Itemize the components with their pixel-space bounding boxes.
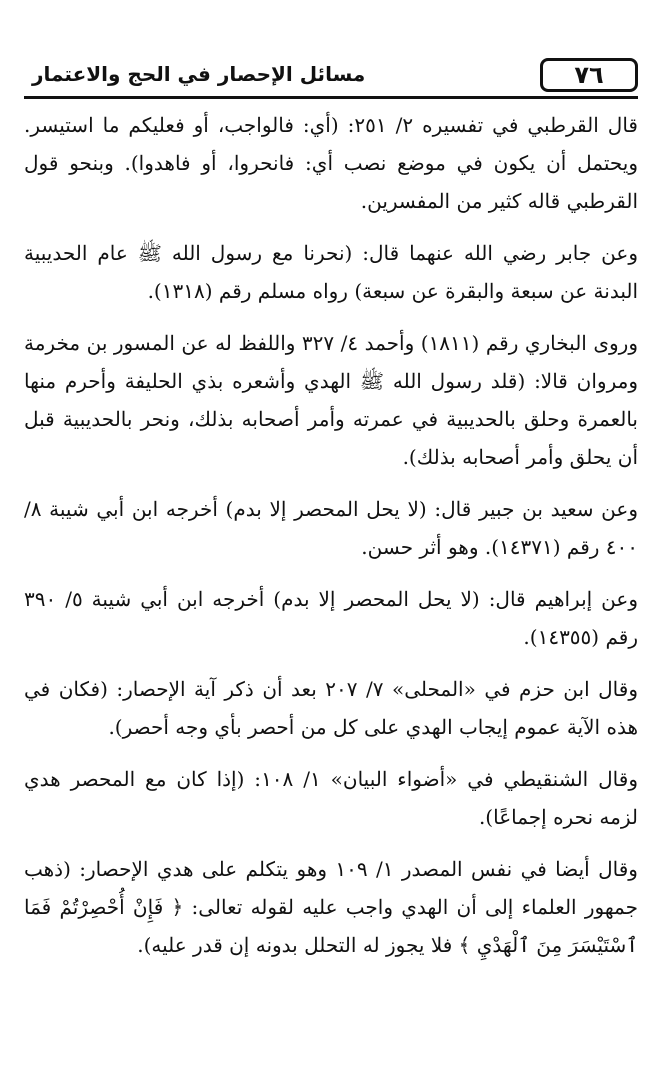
paragraph-shinqiti: وقال الشنقيطي في «أضواء البيان» ١/ ١٠٨: (إذا كان مع المحصر هدي لزمه نحره إجماعًا). xyxy=(24,767,638,829)
paragraph-ibn-hazm: وقال ابن حزم في «المحلى» ٧/ ٢٠٧ بعد أن ذكر آية الإحصار: (فكان في هذه الآية عموم إيجاب الهدي على كل من أحصر بأي وجه أحصر). xyxy=(24,677,638,739)
paragraph-shinqiti-continued: وقال أيضا في نفس المصدر ١/ ١٠٩ وهو يتكلم على هدي الإحصار: (ذهب جمهور العلماء إلى أن الهدي واجب عليه لقوله تعالى: ﴿ فَإِنْ أُحْصِرْتُمْ فَمَا ٱسْتَيْسَرَ مِنَ ٱلْهَدْيِ ﴾ فلا يجوز له التحلل بدونه إن قدر عليه). xyxy=(24,857,638,957)
running-title: مسائل الإحصار في الحج والاعتمار xyxy=(32,62,366,86)
paragraph-qurtubi: قال القرطبي في تفسيره ٢/ ٢٥١: (أي: فالواجب، أو فعليكم ما استيسر. ويحتمل أن يكون في موضع نصب أي: فانحروا، أو فاهدوا). وبنحو قول القرطبي قاله كثير من المفسرين. xyxy=(24,113,638,213)
page-number: ٧٦ xyxy=(540,58,638,92)
paragraph-jabir: وعن جابر رضي الله عنهما قال: (نحرنا مع رسول الله ﷺ عام الحديبية البدنة عن سبعة والبقرة عن سبعة) رواه مسلم رقم (١٣١٨). xyxy=(24,241,638,303)
page-header xyxy=(24,50,638,99)
paragraph-ibrahim: وعن إبراهيم قال: (لا يحل المحصر إلا بدم) أخرجه ابن أبي شيبة ٥/ ٣٩٠ رقم (١٤٣٥٥). xyxy=(24,587,638,649)
paragraph-said-ibn-jubayr: وعن سعيد بن جبير قال: (لا يحل المحصر إلا بدم) أخرجه ابن أبي شيبة ٨/ ٤٠٠ رقم (١٤٣٧١). وهو أثر حسن. xyxy=(24,497,638,559)
page-body xyxy=(24,106,638,978)
paragraph-bukhari: وروى البخاري رقم (١٨١١) وأحمد ٤/ ٣٢٧ واللفظ له عن المسور بن مخرمة ومروان قالا: (قلد رسول الله ﷺ الهدي وأشعره بذي الحليفة وأحرم منها بالعمرة وحلق بالحديبية في عمرته وأمر أصحابه بذلك، ونحر بالحديبية قبل أن يحلق وأمر أصحابه بذلك). xyxy=(24,331,638,469)
